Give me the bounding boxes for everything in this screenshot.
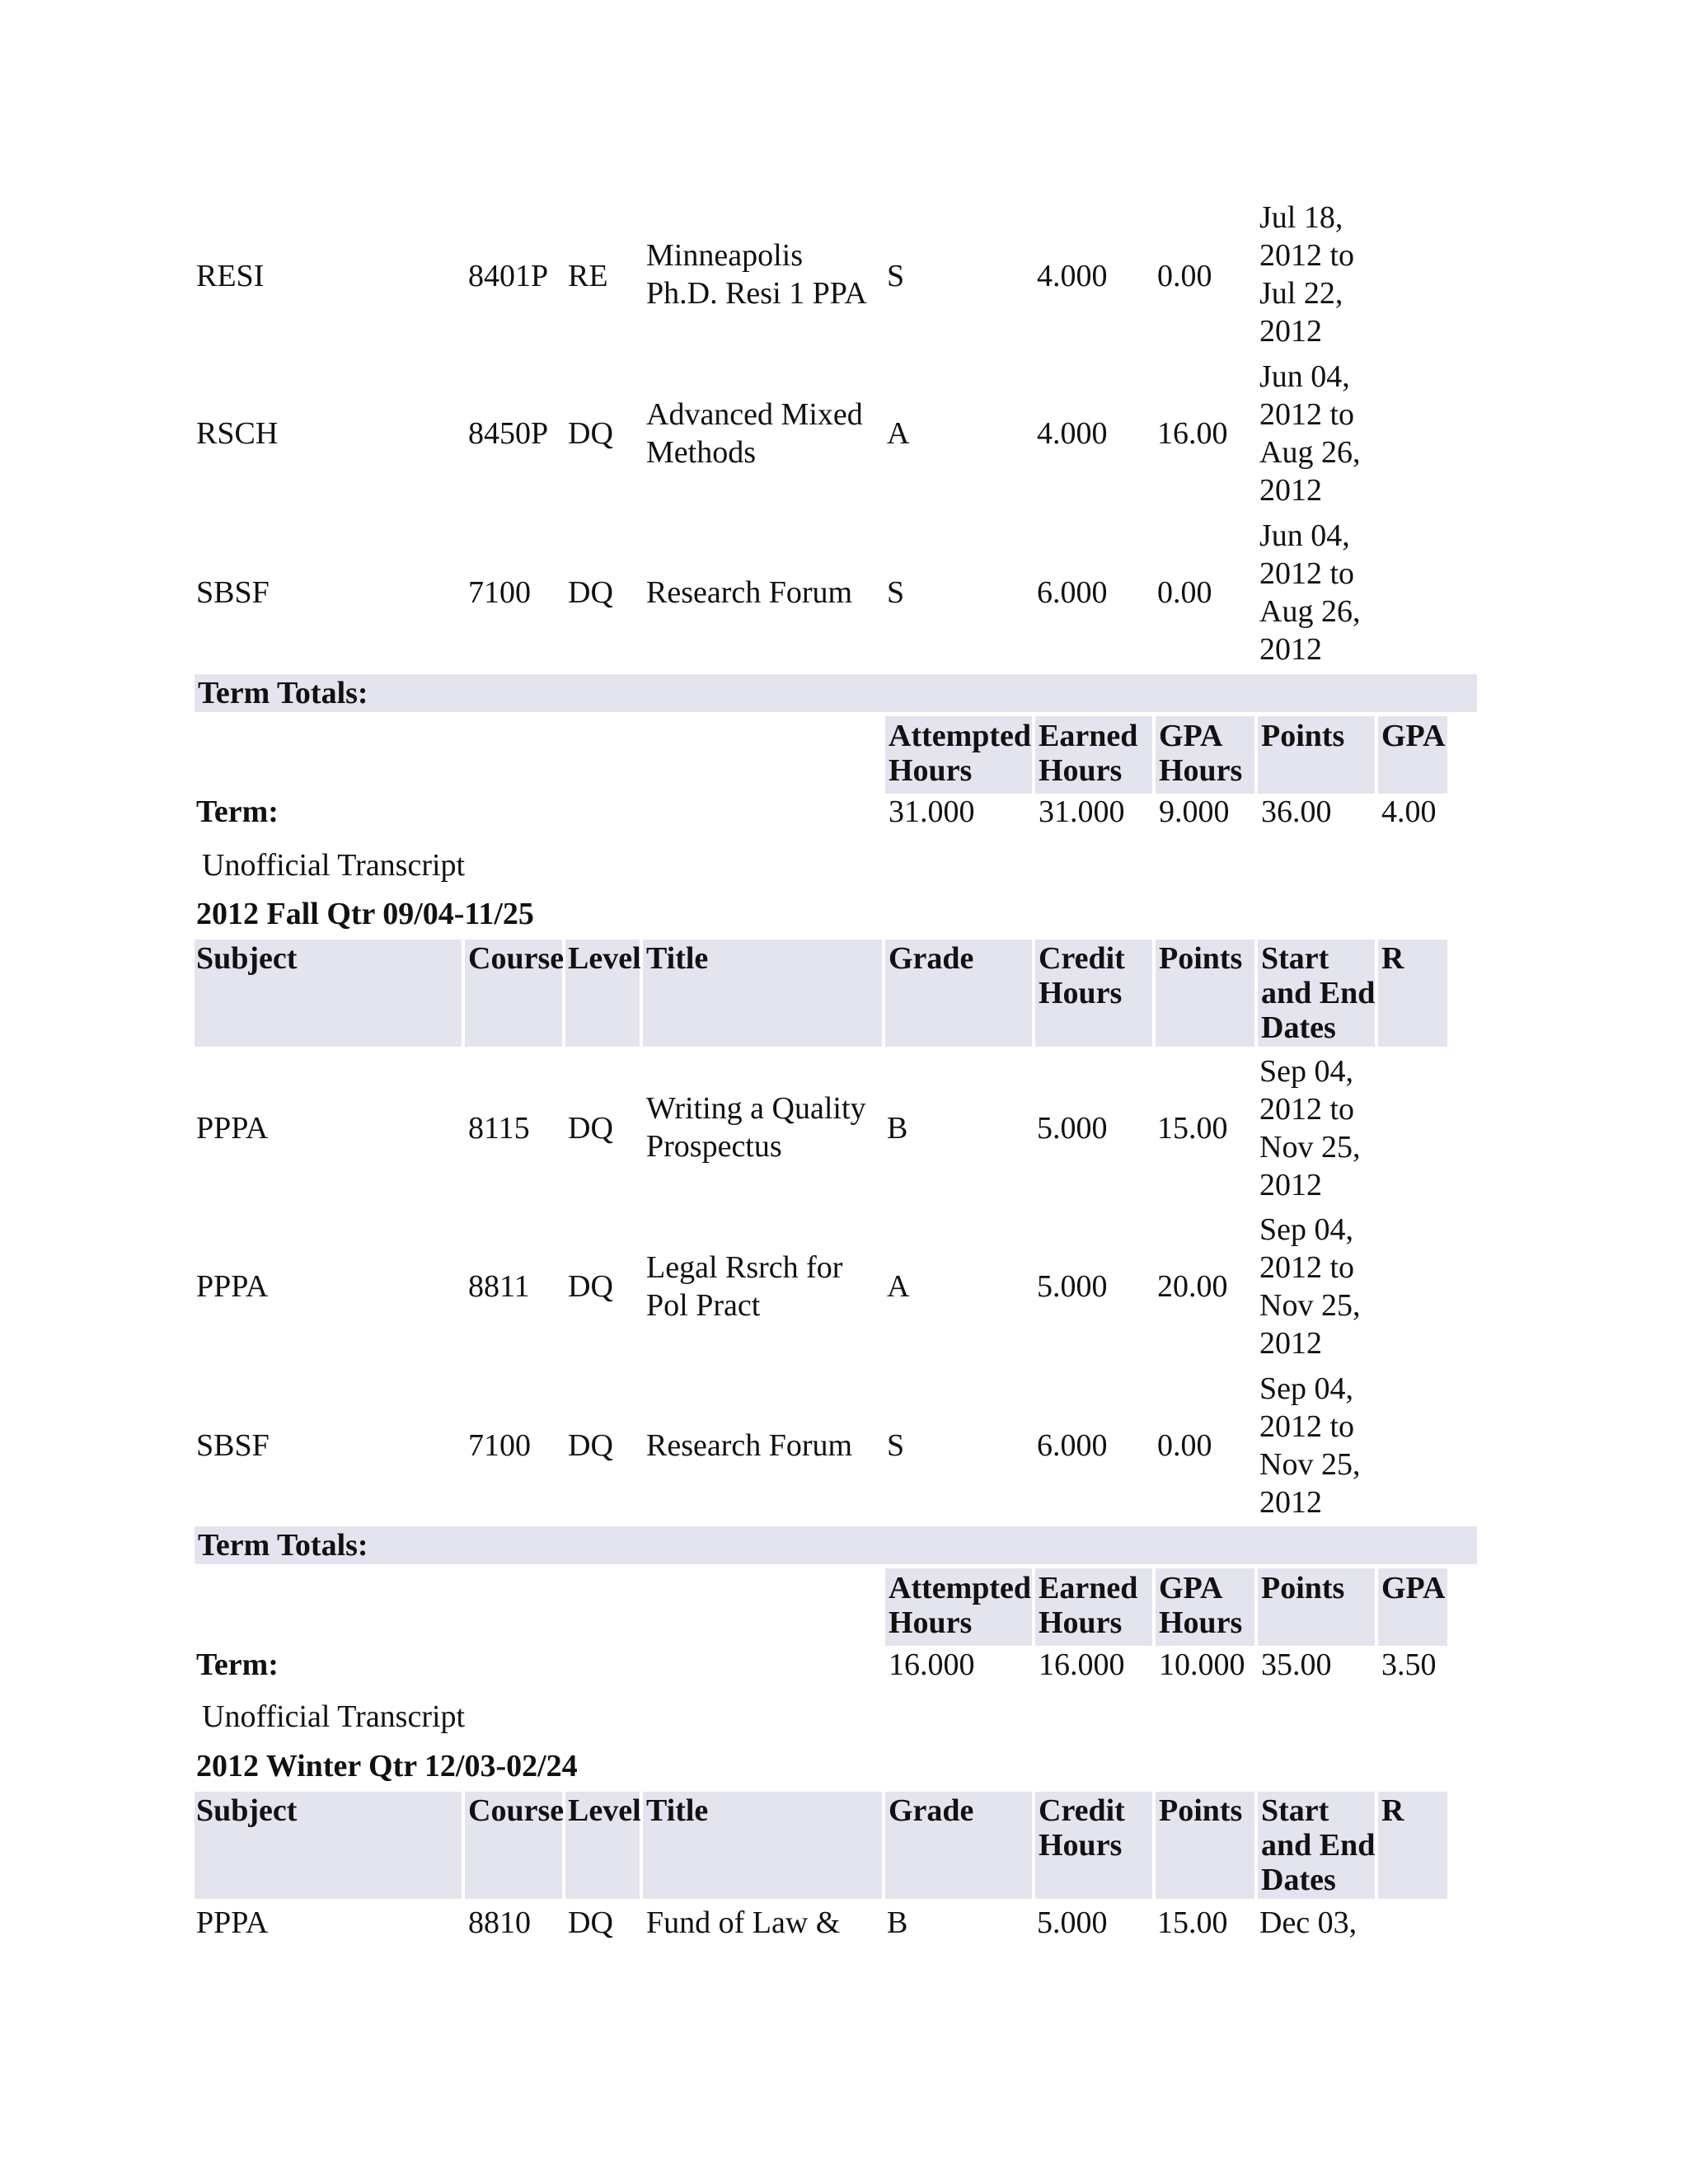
- totals-gpa: 4.00: [1381, 794, 1437, 829]
- course-title-line: Fund of Law &: [646, 1905, 841, 1940]
- header-dates: Start: [1261, 1793, 1329, 1828]
- header-dates: Dates: [1261, 1863, 1336, 1897]
- course-credit-hours: 5.000: [1037, 1269, 1108, 1304]
- course-grade: S: [887, 259, 905, 293]
- course-date-line: Jul 22,: [1259, 276, 1343, 311]
- course-level: DQ: [568, 1111, 613, 1146]
- header-dates: and End: [1261, 976, 1376, 1010]
- course-subject: SBSF: [196, 1428, 270, 1463]
- course-points: 0.00: [1157, 259, 1212, 293]
- term-totals-bar: [195, 674, 1477, 712]
- totals-header-gpa: GPA: [1381, 719, 1446, 753]
- term-totals-bar: [195, 1526, 1477, 1564]
- totals-earned: 31.000: [1039, 794, 1125, 829]
- header-r: R: [1381, 941, 1404, 976]
- totals-header-gpa-hours: Hours: [1159, 1605, 1243, 1640]
- course-subject: RESI: [196, 259, 265, 293]
- header-dates: Start: [1261, 941, 1329, 976]
- totals-attempted: 31.000: [889, 794, 975, 829]
- course-grade: B: [887, 1905, 908, 1940]
- totals-header-attempted: Attempted: [889, 719, 1032, 753]
- header-title: Title: [646, 941, 709, 976]
- totals-header-attempted: Hours: [889, 1605, 973, 1640]
- totals-header-earned: Earned: [1039, 1571, 1138, 1605]
- totals-header-gpa-hours: Hours: [1159, 753, 1243, 788]
- course-date-line: 2012: [1259, 632, 1322, 667]
- header-level: Level: [568, 941, 641, 976]
- course-date-line: 2012: [1259, 1326, 1322, 1361]
- course-date-line: Sep 04,: [1259, 1212, 1353, 1247]
- header-points: Points: [1159, 941, 1243, 976]
- transcript-caption: Unofficial Transcript: [202, 1699, 466, 1734]
- course-date-line: Nov 25,: [1259, 1288, 1361, 1323]
- term-row-label: Term:: [196, 794, 279, 829]
- term-totals-label: Term Totals:: [198, 1528, 368, 1563]
- course-number: 8811: [468, 1269, 530, 1304]
- course-grade: A: [887, 1269, 910, 1304]
- course-credit-hours: 6.000: [1037, 1428, 1108, 1463]
- header-subject: Subject: [196, 941, 298, 976]
- transcript-caption: Unofficial Transcript: [202, 848, 466, 883]
- course-title-line: Pol Pract: [646, 1288, 761, 1323]
- course-credit-hours: 5.000: [1037, 1905, 1108, 1940]
- course-level: DQ: [568, 1428, 613, 1463]
- course-title-line: Research Forum: [646, 1428, 853, 1463]
- totals-header-earned: Hours: [1039, 1605, 1123, 1640]
- course-points: 15.00: [1157, 1111, 1228, 1146]
- course-grade: S: [887, 575, 905, 610]
- course-grade: B: [887, 1111, 908, 1146]
- course-level: DQ: [568, 416, 613, 451]
- course-number: 8450P: [468, 416, 549, 451]
- course-date-line: 2012 to: [1259, 556, 1355, 591]
- course-title-line: Legal Rsrch for: [646, 1250, 843, 1285]
- course-date-line: 2012: [1259, 473, 1322, 508]
- totals-header-points: Points: [1261, 719, 1345, 753]
- course-date-line: Sep 04,: [1259, 1054, 1353, 1089]
- course-subject: PPPA: [196, 1905, 269, 1940]
- course-level: DQ: [568, 1269, 613, 1304]
- course-date-line: Jun 04,: [1259, 359, 1350, 394]
- course-number: 8115: [468, 1111, 530, 1146]
- course-level: DQ: [568, 575, 613, 610]
- header-r: R: [1381, 1793, 1404, 1828]
- course-number: 8810: [468, 1905, 531, 1940]
- totals-attempted: 16.000: [889, 1647, 975, 1682]
- totals-points: 36.00: [1261, 794, 1332, 829]
- header-credit: Credit: [1039, 1793, 1125, 1828]
- course-points: 20.00: [1157, 1269, 1228, 1304]
- course-date-line: 2012 to: [1259, 238, 1355, 273]
- course-title-line: Prospectus: [646, 1129, 782, 1164]
- course-level: RE: [568, 259, 608, 293]
- header-credit: Hours: [1039, 976, 1123, 1010]
- course-credit-hours: 4.000: [1037, 416, 1108, 451]
- course-date-line: 2012: [1259, 1168, 1322, 1202]
- course-grade: A: [887, 416, 910, 451]
- totals-header-earned: Hours: [1039, 753, 1123, 788]
- course-credit-hours: 4.000: [1037, 259, 1108, 293]
- course-points: 0.00: [1157, 1428, 1212, 1463]
- header-course: Course: [468, 1793, 565, 1828]
- header-subject: Subject: [196, 1793, 298, 1828]
- course-subject: PPPA: [196, 1269, 269, 1304]
- course-date-line: Sep 04,: [1259, 1371, 1353, 1406]
- header-dates: Dates: [1261, 1010, 1336, 1045]
- term-title: 2012 Fall Qtr 09/04-11/25: [196, 897, 534, 931]
- totals-header-earned: Earned: [1039, 719, 1138, 753]
- totals-gpa: 3.50: [1381, 1647, 1437, 1682]
- totals-header-gpa: GPA: [1381, 1571, 1446, 1605]
- course-credit-hours: 6.000: [1037, 575, 1108, 610]
- course-points: 0.00: [1157, 575, 1212, 610]
- totals-gpa-hours: 10.000: [1159, 1647, 1245, 1682]
- course-title-line: Advanced Mixed: [646, 397, 863, 432]
- header-title: Title: [646, 1793, 709, 1828]
- totals-header-attempted: Attempted: [889, 1571, 1032, 1605]
- totals-header-attempted: Hours: [889, 753, 973, 788]
- header-course: Course: [468, 941, 565, 976]
- course-title-line: Research Forum: [646, 575, 853, 610]
- course-date-line: Dec 03,: [1259, 1905, 1357, 1940]
- header-credit: Hours: [1039, 1828, 1123, 1863]
- course-date-line: Nov 25,: [1259, 1447, 1361, 1482]
- course-date-line: 2012 to: [1259, 1092, 1355, 1127]
- course-title-line: Minneapolis: [646, 238, 803, 273]
- course-subject: RSCH: [196, 416, 279, 451]
- totals-header-gpa-hours: GPA: [1159, 719, 1223, 753]
- course-points: 16.00: [1157, 416, 1228, 451]
- course-number: 8401P: [468, 259, 549, 293]
- course-title-line: Ph.D. Resi 1 PPA: [646, 276, 867, 311]
- totals-header-gpa-hours: GPA: [1159, 1571, 1223, 1605]
- header-grade: Grade: [889, 941, 974, 976]
- course-title-line: Writing a Quality: [646, 1091, 866, 1126]
- course-date-line: 2012: [1259, 1485, 1322, 1520]
- term-totals-label: Term Totals:: [198, 676, 368, 710]
- term-row-label: Term:: [196, 1647, 279, 1682]
- header-dates: and End: [1261, 1828, 1376, 1863]
- course-subject: SBSF: [196, 575, 270, 610]
- totals-header-points: Points: [1261, 1571, 1345, 1605]
- header-credit: Credit: [1039, 941, 1125, 976]
- course-date-line: Aug 26,: [1259, 594, 1361, 629]
- course-date-line: Jun 04,: [1259, 518, 1350, 553]
- header-points: Points: [1159, 1793, 1243, 1828]
- header-grade: Grade: [889, 1793, 974, 1828]
- totals-earned: 16.000: [1039, 1647, 1125, 1682]
- totals-gpa-hours: 9.000: [1159, 794, 1230, 829]
- course-date-line: 2012: [1259, 314, 1322, 349]
- course-credit-hours: 5.000: [1037, 1111, 1108, 1146]
- course-subject: PPPA: [196, 1111, 269, 1146]
- course-date-line: Nov 25,: [1259, 1130, 1361, 1165]
- course-grade: S: [887, 1428, 905, 1463]
- course-number: 7100: [468, 1428, 531, 1463]
- course-date-line: 2012 to: [1259, 1409, 1355, 1444]
- course-date-line: Jul 18,: [1259, 200, 1343, 235]
- course-date-line: Aug 26,: [1259, 435, 1361, 470]
- course-number: 7100: [468, 575, 531, 610]
- course-date-line: 2012 to: [1259, 1250, 1355, 1285]
- header-level: Level: [568, 1793, 641, 1828]
- course-level: DQ: [568, 1905, 613, 1940]
- term-title: 2012 Winter Qtr 12/03-02/24: [196, 1749, 578, 1783]
- course-date-line: 2012 to: [1259, 397, 1355, 432]
- totals-points: 35.00: [1261, 1647, 1332, 1682]
- course-points: 15.00: [1157, 1905, 1228, 1940]
- course-title-line: Methods: [646, 435, 756, 470]
